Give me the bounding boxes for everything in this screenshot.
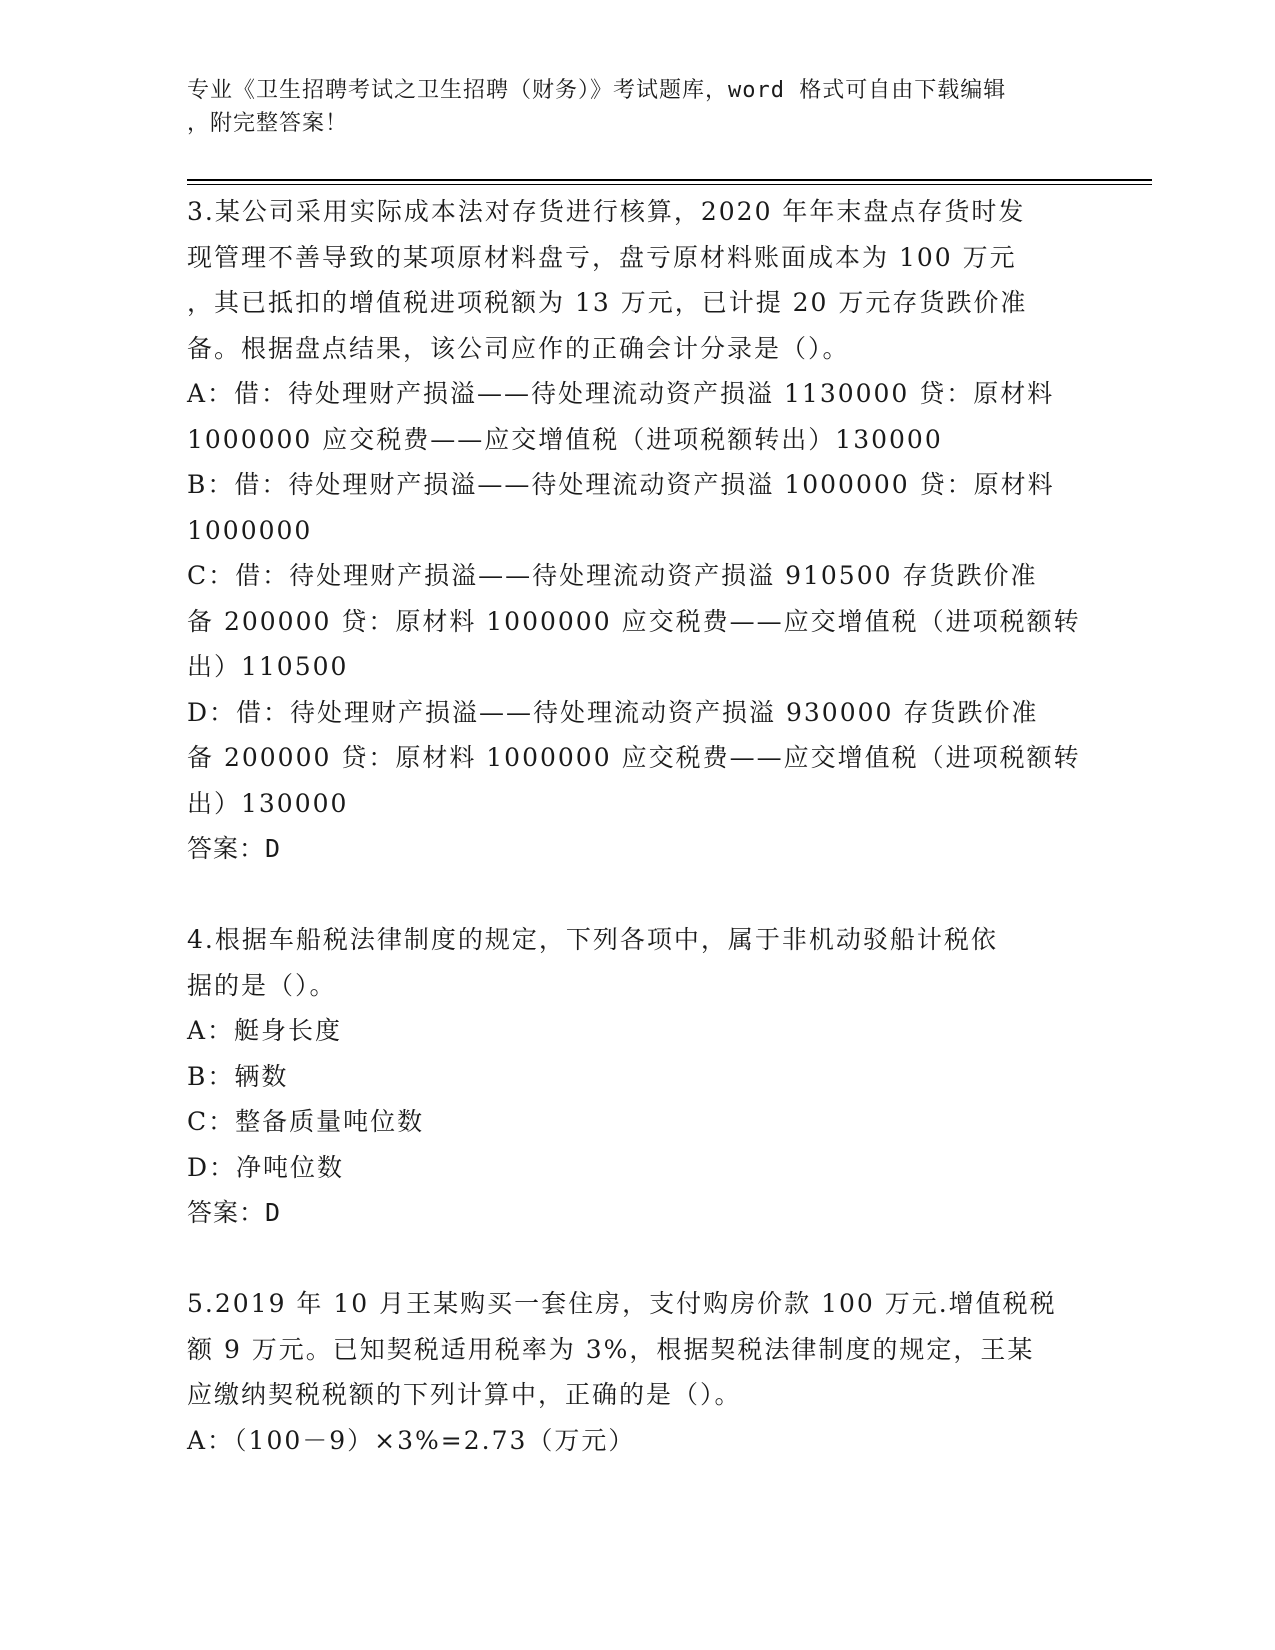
question-stem-line: ，其已抵扣的增值税进项税额为 13 万元，已计提 20 万元存货跌价准: [187, 288, 1028, 317]
question-stem-line: 4.根据车船税法律制度的规定，下列各项中，属于非机动驳船计税依: [187, 925, 998, 954]
question-block: [187, 917, 1087, 1236]
answer-option-line: A：借：待处理财产损溢——待处理流动资产损溢 1130000 贷：原材料: [187, 379, 1055, 408]
answer-option-line: A：艇身长度: [187, 1016, 343, 1045]
answer-option-line: 1000000 应交税费——应交增值税（进项税额转出）130000: [187, 424, 943, 454]
question-stem-line: 备。根据盘点结果，该公司应作的正确会计分录是（）。: [187, 333, 850, 363]
answer-option-line: 出）110500: [187, 652, 349, 681]
answer-option-line: B：辆数: [187, 1061, 289, 1091]
question-stem-line: 现管理不善导致的某项原材料盘亏，盘亏原材料账面成本为 100 万元: [187, 242, 1017, 272]
question-stem-line: 3.某公司采用实际成本法对存货进行核算，2020 年年末盘点存货时发: [187, 197, 1026, 226]
question-block: [187, 189, 1087, 872]
question-stem-line: 应缴纳契税税额的下列计算中，正确的是（）。: [187, 1380, 742, 1409]
header-divider: [187, 179, 1152, 181]
answer-key: 答案：D: [187, 1198, 282, 1227]
answer-option-line: 1000000: [187, 515, 313, 545]
answer-option-line: 备 200000 贷：原材料 1000000 应交税费——应交增值税（进项税额转: [187, 743, 1081, 772]
question-stem-line: 据的是（）。: [187, 970, 337, 1000]
answer-key: 答案：D: [187, 834, 282, 863]
answer-option-line: C：整备质量吨位数: [187, 1107, 425, 1136]
answer-option-line: B：借：待处理财产损溢——待处理流动资产损溢 1000000 贷：原材料: [187, 470, 1055, 499]
answer-option-line: C：借：待处理财产损溢——待处理流动资产损溢 910500 存货跌价准: [187, 561, 1038, 590]
question-block: [187, 1281, 1087, 1463]
answer-option-line: 出）130000: [187, 788, 349, 818]
question-stem-line: 5.2019 年 10 月王某购买一套住房，支付购房价款 100 万元.增值税税: [187, 1289, 1057, 1318]
header-line: 专业《卫生招聘考试之卫生招聘（财务）》考试题库，word 格式可自由下载编辑: [187, 78, 1007, 103]
answer-option-line: D：净吨位数: [187, 1152, 345, 1182]
header-line: ，附完整答案！: [187, 111, 349, 136]
question-stem-line: 额 9 万元。已知契税适用税率为 3%，根据契税法律制度的规定，王某: [187, 1334, 1035, 1364]
answer-option-line: 备 200000 贷：原材料 1000000 应交税费——应交增值税（进项税额转: [187, 606, 1081, 636]
document-header: [187, 74, 1087, 140]
question-list: [187, 189, 1087, 1463]
header-divider-thin: [187, 184, 1152, 185]
answer-option-line: A：（100－9）×3%=2.73（万元）: [187, 1425, 636, 1455]
answer-option-line: D：借：待处理财产损溢——待处理流动资产损溢 930000 存货跌价准: [187, 697, 1039, 727]
